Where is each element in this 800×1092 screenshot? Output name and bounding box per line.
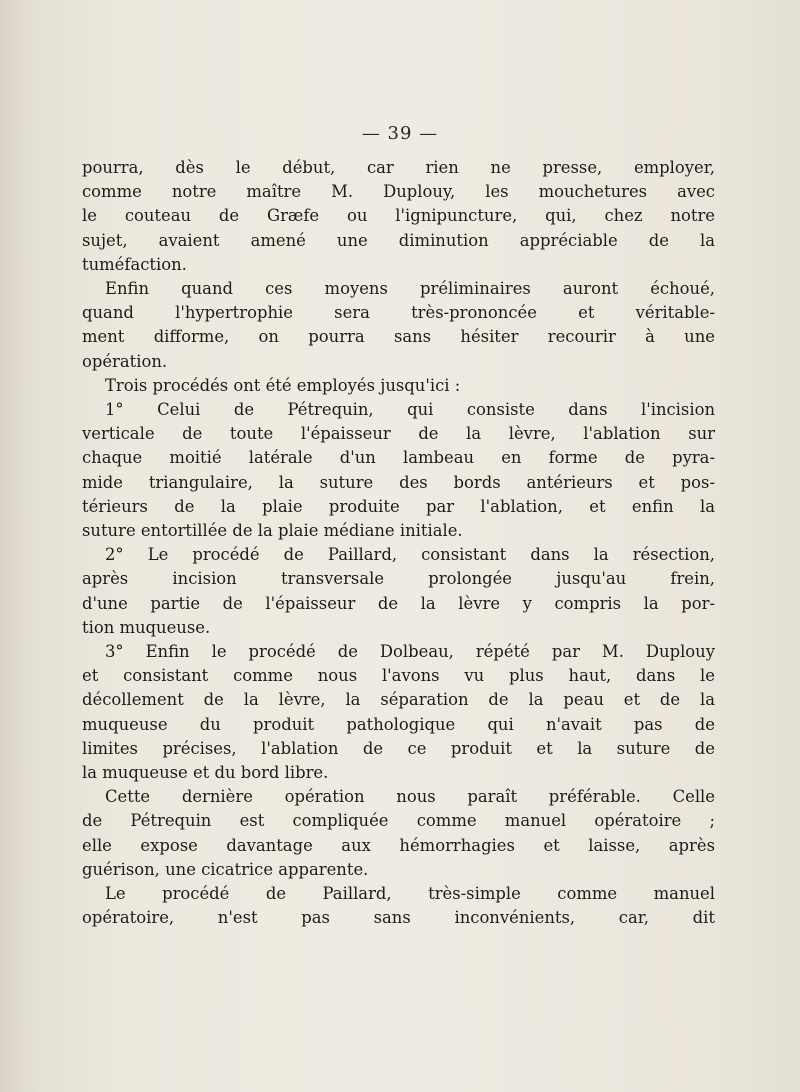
body-text <box>82 156 715 931</box>
text-line: opératoire, n'est pas sans inconvénients, car, dit <box>82 908 715 928</box>
text-line: Trois procédés ont été employés jusqu'ici : <box>105 375 461 395</box>
text-line: térieurs de la plaie produite par l'ablation, et enfin la <box>82 496 715 516</box>
paragraph <box>82 882 715 930</box>
text-line: guérison, une cicatrice apparente. <box>82 859 369 879</box>
text-line: opération. <box>82 351 168 371</box>
text-line: ment difforme, on pourra sans hésiter recourir à une <box>82 327 715 347</box>
text-line: comme notre maître M. Duplouy, les mouchetures avec <box>82 182 715 202</box>
text-line: 3° Enfin le procédé de Dolbeau, répété par M. Duplouy <box>105 642 715 662</box>
text-line: chaque moitié latérale d'un lambeau en forme de pyra- <box>82 448 715 468</box>
text-line: la muqueuse et du bord libre. <box>82 763 329 783</box>
paragraph <box>82 156 715 277</box>
text-line: et consistant comme nous l'avons vu plus haut, dans le <box>82 666 715 686</box>
text-line: muqueuse du produit pathologique qui n'avait pas de <box>82 714 715 734</box>
paragraph <box>82 277 715 374</box>
text-line: après incision transversale prolongée jusqu'au frein, <box>82 569 715 589</box>
text-line: tion muqueuse. <box>82 617 211 637</box>
paragraph <box>82 398 715 543</box>
text-line: elle expose davantage aux hémorrhagies et laisse, après <box>82 835 715 855</box>
page-number: — 39 — <box>361 123 439 144</box>
paragraph <box>82 785 715 882</box>
text-line: Cette dernière opération nous paraît préférable. Celle <box>105 787 715 807</box>
paragraph <box>82 374 715 398</box>
text-line: Le procédé de Paillard, très-simple comme manuel <box>105 884 715 904</box>
text-line: le couteau de Græfe ou l'ignipuncture, qui, chez notre <box>82 206 715 226</box>
text-line: décollement de la lèvre, la séparation de la peau et de la <box>82 690 715 710</box>
text-line: limites précises, l'ablation de ce produit et la suture de <box>82 738 715 758</box>
text-line: quand l'hypertrophie sera très-prononcée et véritable- <box>82 303 715 323</box>
text-line: de Pétrequin est compliquée comme manuel opératoire ; <box>82 811 715 831</box>
text-line: tuméfaction. <box>82 254 187 274</box>
text-line: suture entortillée de la plaie médiane initiale. <box>82 521 463 541</box>
text-line: verticale de toute l'épaisseur de la lèvre, l'ablation sur <box>82 424 715 444</box>
text-line: 2° Le procédé de Paillard, consistant dans la résection, <box>105 545 715 565</box>
text-line: pourra, dès le début, car rien ne presse, employer, <box>82 158 715 177</box>
paragraph <box>82 543 715 640</box>
text-line: 1° Celui de Pétrequin, qui consiste dans l'incision <box>105 400 715 420</box>
text-line: mide triangulaire, la suture des bords antérieurs et pos- <box>82 472 715 492</box>
paragraph <box>82 640 715 785</box>
text-line: sujet, avaient amené une diminution appréciable de la <box>82 230 715 250</box>
text-line: Enfin quand ces moyens préliminaires auront échoué, <box>105 279 715 299</box>
text-line: d'une partie de l'épaisseur de la lèvre y compris la por- <box>82 593 715 613</box>
